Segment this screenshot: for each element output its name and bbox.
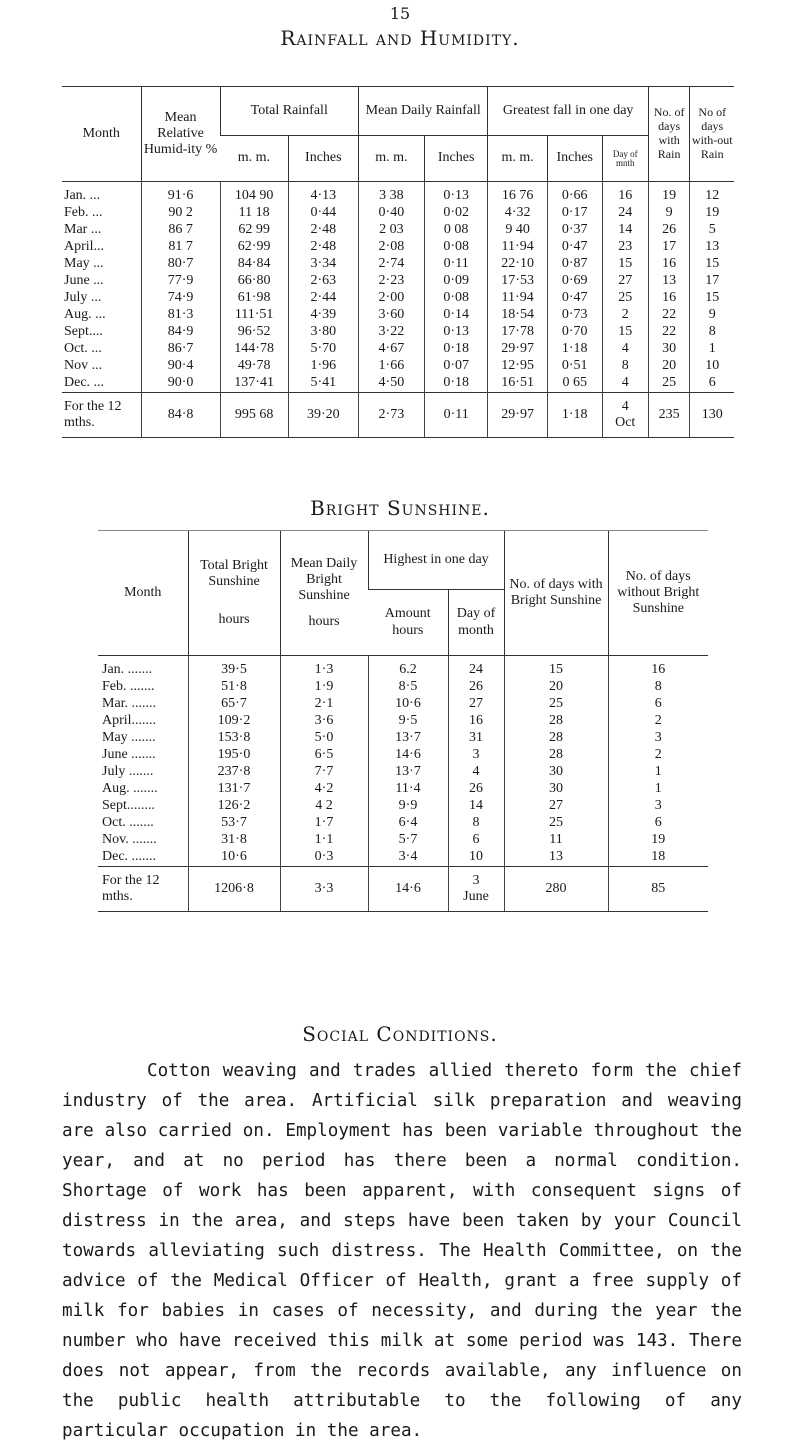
sunshine-row	[98, 656, 708, 680]
rainfall-cell-great-in: 0·69	[547, 273, 602, 290]
rainfall-cell-great-mm: 12·95	[488, 358, 547, 375]
sunshine-cell-with: 30	[504, 781, 608, 798]
sunshine-cell-mean: 7·7	[280, 764, 368, 781]
rainfall-row	[62, 341, 734, 358]
sunshine-cell-total: 153·8	[188, 730, 280, 747]
sunshine-cell-month: Dec. .......	[102, 849, 157, 865]
rainfall-cell-with-rain: 17	[648, 239, 690, 256]
rainfall-cell-without-rain: 9	[690, 307, 734, 324]
sunshine-cell-with: 13	[504, 849, 608, 867]
sunshine-cell-amount: 6.2	[368, 656, 448, 680]
rainfall-cell-month: Jan. ...	[64, 188, 101, 204]
rainfall-cell-without-rain: 13	[690, 239, 734, 256]
rainfall-cell-with-rain: 26	[648, 222, 690, 239]
social-paragraph: Cotton weaving and trades allied thereto form the chief industry of the area. Artificial silk preparation and weaving are also carried on. Employment has been variable throughout the year, and at no period has there been a normal condition. Shortage of work has been apparent, with consequent signs of distress in the area, and steps have been taken by your Council towards alleviating such distress. The Health Committee, on the advice of the Medical Officer of Health, grant a free supply of milk for babies in cases of necessity, and during the year the number who have received this milk at some period was 143. There does not appear, from the records available, any influence on the public health attributable to the following of any particular occupation in the area.	[62, 1061, 742, 1441]
rainfall-cell-day: 15	[602, 324, 648, 341]
rainfall-cell-total-mm: 111·51	[220, 307, 288, 324]
total-without-rain: 130	[690, 393, 734, 438]
rainfall-cell-month: May ...	[64, 256, 104, 272]
rainfall-cell-great-in: 0·17	[547, 205, 602, 222]
rainfall-cell-with-rain: 25	[648, 375, 690, 393]
rainfall-cell-without-rain: 6	[690, 375, 734, 393]
rainfall-cell-daily-mm: 4·67	[358, 341, 424, 358]
sunshine-cell-without: 1	[608, 781, 708, 798]
sun-total-mean: 3·3	[280, 867, 368, 912]
rainfall-cell-total-in: 0·44	[288, 205, 358, 222]
sunshine-row	[98, 713, 708, 730]
rainfall-cell-humidity: 86 7	[141, 222, 220, 239]
sunshine-cell-day: 6	[448, 832, 504, 849]
sunshine-cell-month: July .......	[102, 764, 154, 780]
header-great-inches: Inches	[547, 136, 602, 182]
rainfall-cell-great-mm: 9 40	[488, 222, 547, 239]
rainfall-cell-total-in: 4·39	[288, 307, 358, 324]
rainfall-cell-day: 4	[602, 341, 648, 358]
sunshine-cell-day: 26	[448, 781, 504, 798]
sun-total-day	[448, 867, 504, 912]
sunshine-cell-with: 30	[504, 764, 608, 781]
rainfall-row	[62, 307, 734, 324]
rainfall-cell-daily-mm: 3 38	[358, 182, 424, 206]
rainfall-cell-day: 4	[602, 375, 648, 393]
rainfall-cell-daily-in: 0·18	[424, 341, 488, 358]
sun-header-mean-unit: hours	[308, 614, 340, 630]
rainfall-cell-with-rain: 16	[648, 256, 690, 273]
rainfall-cell-day: 25	[602, 290, 648, 307]
sunshine-cell-total: 126·2	[188, 798, 280, 815]
sunshine-cell-day: 24	[448, 656, 504, 680]
sunshine-cell-amount: 6·4	[368, 815, 448, 832]
rainfall-cell-with-rain: 16	[648, 290, 690, 307]
rainfall-cell-day: 2	[602, 307, 648, 324]
header-days-with-rain: No. of days with Rain	[648, 87, 690, 182]
sunshine-row	[98, 798, 708, 815]
rainfall-cell-daily-in: 0·08	[424, 290, 488, 307]
rainfall-cell-without-rain: 19	[690, 205, 734, 222]
rainfall-cell-day: 24	[602, 205, 648, 222]
header-great-mm: m. m.	[488, 136, 547, 182]
sunshine-cell-mean: 1·3	[280, 656, 368, 680]
rainfall-row	[62, 182, 734, 206]
rainfall-cell-total-mm: 62 99	[220, 222, 288, 239]
rainfall-row	[62, 358, 734, 375]
rainfall-cell-total-mm: 96·52	[220, 324, 288, 341]
total-daily-in: 0·11	[424, 393, 488, 438]
rainfall-cell-daily-mm: 2 03	[358, 222, 424, 239]
rainfall-cell-daily-in: 0·18	[424, 375, 488, 393]
rainfall-title: Rainfall and Humidity.	[280, 26, 520, 50]
sunshine-row	[98, 849, 708, 867]
rainfall-cell-humidity: 74·9	[141, 290, 220, 307]
sun-total-amount: 14·6	[368, 867, 448, 912]
sun-header-total-unit: hours	[218, 612, 250, 628]
sunshine-cell-amount: 14·6	[368, 747, 448, 764]
total-total-mm: 995 68	[220, 393, 288, 438]
sun-header-days-without: No. of days without Bright Sunshine	[608, 531, 708, 656]
rainfall-cell-humidity: 81 7	[141, 239, 220, 256]
sunshine-cell-with: 28	[504, 730, 608, 747]
sun-total-month: For the 12 mths.	[98, 867, 188, 912]
sunshine-table	[98, 530, 708, 912]
rainfall-cell-total-mm: 11 18	[220, 205, 288, 222]
sunshine-cell-total: 237·8	[188, 764, 280, 781]
rainfall-cell-total-mm: 104 90	[220, 182, 288, 206]
rainfall-cell-day: 8	[602, 358, 648, 375]
sunshine-cell-total: 53·7	[188, 815, 280, 832]
total-with-rain: 235	[648, 393, 690, 438]
rainfall-row	[62, 222, 734, 239]
header-total-mm: m. m.	[220, 136, 288, 182]
rainfall-cell-with-rain: 13	[648, 273, 690, 290]
rainfall-cell-total-in: 2·63	[288, 273, 358, 290]
sunshine-cell-total: 31·8	[188, 832, 280, 849]
rainfall-cell-without-rain: 1	[690, 341, 734, 358]
rainfall-cell-day: 23	[602, 239, 648, 256]
sunshine-row	[98, 730, 708, 747]
sunshine-total-row	[98, 867, 708, 912]
sunshine-cell-mean: 5·0	[280, 730, 368, 747]
header-day-of-month: Day of mnth	[602, 136, 648, 182]
sunshine-cell-total: 51·8	[188, 679, 280, 696]
sunshine-cell-with: 25	[504, 815, 608, 832]
rainfall-cell-humidity: 90·0	[141, 375, 220, 393]
sunshine-cell-amount: 13·7	[368, 764, 448, 781]
sunshine-cell-month: Feb. .......	[102, 679, 155, 695]
sunshine-cell-total: 109·2	[188, 713, 280, 730]
rainfall-row	[62, 375, 734, 393]
rainfall-cell-great-in: 0·51	[547, 358, 602, 375]
rainfall-cell-day: 27	[602, 273, 648, 290]
rainfall-cell-with-rain: 9	[648, 205, 690, 222]
sunshine-row	[98, 832, 708, 849]
header-total-rainfall: Total Rainfall	[220, 87, 358, 136]
sunshine-cell-with: 27	[504, 798, 608, 815]
rainfall-cell-total-in: 3·34	[288, 256, 358, 273]
sunshine-cell-total: 131·7	[188, 781, 280, 798]
header-mean-daily: Mean Daily Rainfall	[358, 87, 488, 136]
rainfall-cell-great-mm: 17·78	[488, 324, 547, 341]
sunshine-cell-without: 3	[608, 798, 708, 815]
rainfall-cell-total-in: 2·48	[288, 239, 358, 256]
rainfall-cell-total-mm: 66·80	[220, 273, 288, 290]
sunshine-cell-month: Nov. .......	[102, 832, 157, 848]
rainfall-cell-without-rain: 15	[690, 256, 734, 273]
rainfall-cell-without-rain: 8	[690, 324, 734, 341]
rainfall-cell-humidity: 86·7	[141, 341, 220, 358]
rainfall-cell-humidity: 84·9	[141, 324, 220, 341]
sunshine-cell-mean: 1·7	[280, 815, 368, 832]
rainfall-cell-daily-mm: 2·00	[358, 290, 424, 307]
sun-total-without: 85	[608, 867, 708, 912]
header-month: Month	[62, 87, 141, 182]
social-title: Social Conditions.	[302, 1022, 498, 1046]
rainfall-cell-total-in: 5·41	[288, 375, 358, 393]
rainfall-row	[62, 256, 734, 273]
rainfall-cell-month: Nov ...	[64, 358, 103, 374]
rainfall-cell-daily-in: 0·13	[424, 182, 488, 206]
sun-header-amount: Amount hours	[368, 590, 448, 656]
rainfall-cell-month: Dec. ...	[64, 375, 105, 391]
total-daily-mm: 2·73	[358, 393, 424, 438]
sunshine-cell-day: 8	[448, 815, 504, 832]
sunshine-row	[98, 679, 708, 696]
rainfall-row	[62, 205, 734, 222]
total-month: For the 12 mths.	[62, 393, 141, 438]
sunshine-cell-month: Jan. .......	[102, 662, 153, 678]
sunshine-row	[98, 781, 708, 798]
rainfall-cell-daily-mm: 0·40	[358, 205, 424, 222]
rainfall-cell-total-in: 2·44	[288, 290, 358, 307]
rainfall-cell-great-mm: 16·51	[488, 375, 547, 393]
sunshine-cell-without: 19	[608, 832, 708, 849]
sunshine-cell-amount: 13·7	[368, 730, 448, 747]
page-number: 15	[389, 4, 411, 23]
rainfall-cell-great-in: 0·70	[547, 324, 602, 341]
rainfall-cell-with-rain: 22	[648, 307, 690, 324]
sunshine-cell-amount: 9·5	[368, 713, 448, 730]
rainfall-cell-great-mm: 29·97	[488, 341, 547, 358]
rainfall-cell-daily-in: 0·02	[424, 205, 488, 222]
sunshine-cell-day: 10	[448, 849, 504, 867]
header-humidity: Mean Relative Humid-ity %	[141, 87, 220, 182]
sun-total-total: 1206·8	[188, 867, 280, 912]
sunshine-cell-without: 6	[608, 696, 708, 713]
sunshine-cell-mean: 6·5	[280, 747, 368, 764]
sunshine-cell-mean: 2·1	[280, 696, 368, 713]
sunshine-cell-with: 25	[504, 696, 608, 713]
rainfall-cell-total-mm: 62·99	[220, 239, 288, 256]
sunshine-cell-amount: 3·4	[368, 849, 448, 867]
rainfall-cell-month: June ...	[64, 273, 104, 289]
rainfall-cell-daily-mm: 4·50	[358, 375, 424, 393]
sunshine-cell-month: Mar. .......	[102, 696, 157, 712]
sunshine-cell-total: 65·7	[188, 696, 280, 713]
sunshine-cell-mean: 3·6	[280, 713, 368, 730]
rainfall-cell-great-mm: 18·54	[488, 307, 547, 324]
rainfall-cell-total-mm: 49·78	[220, 358, 288, 375]
total-day-month: Oct	[615, 415, 636, 430]
rainfall-cell-without-rain: 12	[690, 182, 734, 206]
sunshine-cell-with: 20	[504, 679, 608, 696]
sunshine-cell-with: 28	[504, 713, 608, 730]
sunshine-cell-day: 26	[448, 679, 504, 696]
rainfall-cell-without-rain: 5	[690, 222, 734, 239]
sunshine-cell-without: 18	[608, 849, 708, 867]
rainfall-cell-humidity: 80·7	[141, 256, 220, 273]
rainfall-cell-great-in: 0·73	[547, 307, 602, 324]
sunshine-cell-without: 1	[608, 764, 708, 781]
rainfall-row	[62, 273, 734, 290]
rainfall-cell-with-rain: 30	[648, 341, 690, 358]
sunshine-cell-day: 4	[448, 764, 504, 781]
sunshine-cell-total: 39·5	[188, 656, 280, 680]
rainfall-table	[62, 86, 734, 438]
rainfall-cell-great-in: 0·37	[547, 222, 602, 239]
header-daily-mm: m. m.	[358, 136, 424, 182]
total-great-mm: 29·97	[488, 393, 547, 438]
rainfall-cell-humidity: 91·6	[141, 182, 220, 206]
total-great-in: 1·18	[547, 393, 602, 438]
sunshine-cell-amount: 5·7	[368, 832, 448, 849]
rainfall-cell-great-in: 0·66	[547, 182, 602, 206]
rainfall-cell-with-rain: 22	[648, 324, 690, 341]
rainfall-cell-total-in: 2·48	[288, 222, 358, 239]
total-day-num: 4	[621, 398, 629, 414]
rainfall-cell-humidity: 90·4	[141, 358, 220, 375]
sunshine-cell-mean: 1·9	[280, 679, 368, 696]
rainfall-cell-month: Oct. ...	[64, 341, 102, 357]
sunshine-cell-amount: 9·9	[368, 798, 448, 815]
rainfall-cell-great-mm: 17·53	[488, 273, 547, 290]
rainfall-cell-total-mm: 84·84	[220, 256, 288, 273]
sunshine-cell-month: April.......	[102, 713, 157, 729]
rainfall-row	[62, 324, 734, 341]
sun-header-days-with: No. of days with Bright Sunshine	[504, 531, 608, 656]
sunshine-cell-day: 31	[448, 730, 504, 747]
rainfall-cell-without-rain: 15	[690, 290, 734, 307]
rainfall-cell-without-rain: 17	[690, 273, 734, 290]
rainfall-cell-total-mm: 137·41	[220, 375, 288, 393]
sunshine-cell-without: 2	[608, 747, 708, 764]
sunshine-row	[98, 815, 708, 832]
sunshine-cell-without: 16	[608, 656, 708, 680]
rainfall-cell-humidity: 77·9	[141, 273, 220, 290]
rainfall-cell-great-in: 1·18	[547, 341, 602, 358]
sunshine-cell-without: 8	[608, 679, 708, 696]
sunshine-cell-month: Sept........	[102, 798, 155, 814]
sun-header-total-label: Total Bright Sunshine	[200, 557, 268, 589]
rainfall-cell-daily-in: 0·07	[424, 358, 488, 375]
rainfall-cell-day: 16	[602, 182, 648, 206]
rainfall-cell-daily-in: 0·14	[424, 307, 488, 324]
sunshine-title: Bright Sunshine.	[310, 496, 490, 520]
sunshine-cell-month: Aug. .......	[102, 781, 158, 797]
sunshine-row	[98, 747, 708, 764]
sunshine-cell-mean: 4·2	[280, 781, 368, 798]
sun-header-total	[188, 531, 280, 656]
sun-total-with: 280	[504, 867, 608, 912]
header-greatest-fall: Greatest fall in one day	[488, 87, 648, 136]
rainfall-cell-total-in: 1·96	[288, 358, 358, 375]
sunshine-cell-month: Oct. .......	[102, 815, 154, 831]
sunshine-cell-without: 6	[608, 815, 708, 832]
rainfall-cell-month: Mar ...	[64, 222, 102, 238]
rainfall-cell-daily-in: 0·08	[424, 239, 488, 256]
rainfall-row	[62, 239, 734, 256]
sunshine-cell-amount: 8·5	[368, 679, 448, 696]
rainfall-cell-day: 15	[602, 256, 648, 273]
rainfall-cell-daily-in: 0 08	[424, 222, 488, 239]
sun-total-day-month: June	[463, 889, 489, 904]
rainfall-cell-great-mm: 22·10	[488, 256, 547, 273]
rainfall-cell-humidity: 81·3	[141, 307, 220, 324]
rainfall-cell-great-in: 0 65	[547, 375, 602, 393]
sun-total-day-num: 3	[472, 872, 480, 888]
rainfall-total-row	[62, 393, 734, 438]
rainfall-cell-total-in: 3·80	[288, 324, 358, 341]
rainfall-cell-total-mm: 61·98	[220, 290, 288, 307]
sunshine-cell-day: 16	[448, 713, 504, 730]
sunshine-cell-without: 3	[608, 730, 708, 747]
sunshine-cell-with: 15	[504, 656, 608, 680]
rainfall-cell-daily-mm: 1·66	[358, 358, 424, 375]
rainfall-cell-month: Aug. ...	[64, 307, 106, 323]
rainfall-cell-total-in: 4·13	[288, 182, 358, 206]
rainfall-cell-month: Sept....	[64, 324, 103, 340]
sunshine-cell-amount: 11·4	[368, 781, 448, 798]
total-day	[602, 393, 648, 438]
rainfall-cell-with-rain: 19	[648, 182, 690, 206]
rainfall-body	[62, 182, 734, 438]
sunshine-body	[98, 656, 708, 912]
rainfall-cell-daily-mm: 3·60	[358, 307, 424, 324]
rainfall-cell-month: Feb. ...	[64, 205, 103, 221]
rainfall-cell-daily-mm: 2·23	[358, 273, 424, 290]
rainfall-cell-daily-mm: 2·74	[358, 256, 424, 273]
rainfall-cell-with-rain: 20	[648, 358, 690, 375]
sunshine-cell-without: 2	[608, 713, 708, 730]
sunshine-cell-mean: 0·3	[280, 849, 368, 867]
header-days-without-rain: No of days with-out Rain	[690, 87, 734, 182]
sun-header-day-of-month: Day of month	[448, 590, 504, 656]
sunshine-cell-day: 14	[448, 798, 504, 815]
rainfall-cell-great-mm: 16 76	[488, 182, 547, 206]
sun-header-mean	[280, 531, 368, 656]
rainfall-cell-great-in: 0·87	[547, 256, 602, 273]
sunshine-row	[98, 764, 708, 781]
rainfall-cell-total-mm: 144·78	[220, 341, 288, 358]
sunshine-cell-day: 3	[448, 747, 504, 764]
sunshine-cell-mean: 4 2	[280, 798, 368, 815]
rainfall-cell-great-mm: 11·94	[488, 239, 547, 256]
rainfall-cell-great-mm: 4·32	[488, 205, 547, 222]
rainfall-row	[62, 290, 734, 307]
sun-header-month: Month	[98, 531, 188, 656]
total-humidity: 84·8	[141, 393, 220, 438]
header-total-inches: Inches	[288, 136, 358, 182]
total-total-in: 39·20	[288, 393, 358, 438]
header-daily-inches: Inches	[424, 136, 488, 182]
sunshine-cell-total: 195·0	[188, 747, 280, 764]
rainfall-cell-daily-in: 0·11	[424, 256, 488, 273]
rainfall-cell-without-rain: 10	[690, 358, 734, 375]
sunshine-cell-with: 11	[504, 832, 608, 849]
rainfall-cell-great-in: 0·47	[547, 290, 602, 307]
sunshine-cell-mean: 1·1	[280, 832, 368, 849]
rainfall-cell-month: July ...	[64, 290, 102, 306]
rainfall-cell-month: April...	[64, 239, 105, 255]
sunshine-cell-day: 27	[448, 696, 504, 713]
sun-header-mean-label: Mean Daily Bright Sunshine	[290, 555, 358, 603]
sunshine-cell-amount: 10·6	[368, 696, 448, 713]
sunshine-cell-with: 28	[504, 747, 608, 764]
sunshine-cell-month: June .......	[102, 747, 156, 763]
sun-header-highest: Highest in one day	[368, 531, 504, 590]
rainfall-cell-daily-in: 0·13	[424, 324, 488, 341]
rainfall-cell-great-mm: 11·94	[488, 290, 547, 307]
rainfall-cell-daily-mm: 3·22	[358, 324, 424, 341]
sunshine-cell-total: 10·6	[188, 849, 280, 867]
rainfall-cell-daily-in: 0·09	[424, 273, 488, 290]
rainfall-cell-daily-mm: 2·08	[358, 239, 424, 256]
sunshine-cell-month: May .......	[102, 730, 156, 746]
sunshine-row	[98, 696, 708, 713]
rainfall-cell-day: 14	[602, 222, 648, 239]
rainfall-cell-humidity: 90 2	[141, 205, 220, 222]
rainfall-cell-total-in: 5·70	[288, 341, 358, 358]
rainfall-cell-great-in: 0·47	[547, 239, 602, 256]
